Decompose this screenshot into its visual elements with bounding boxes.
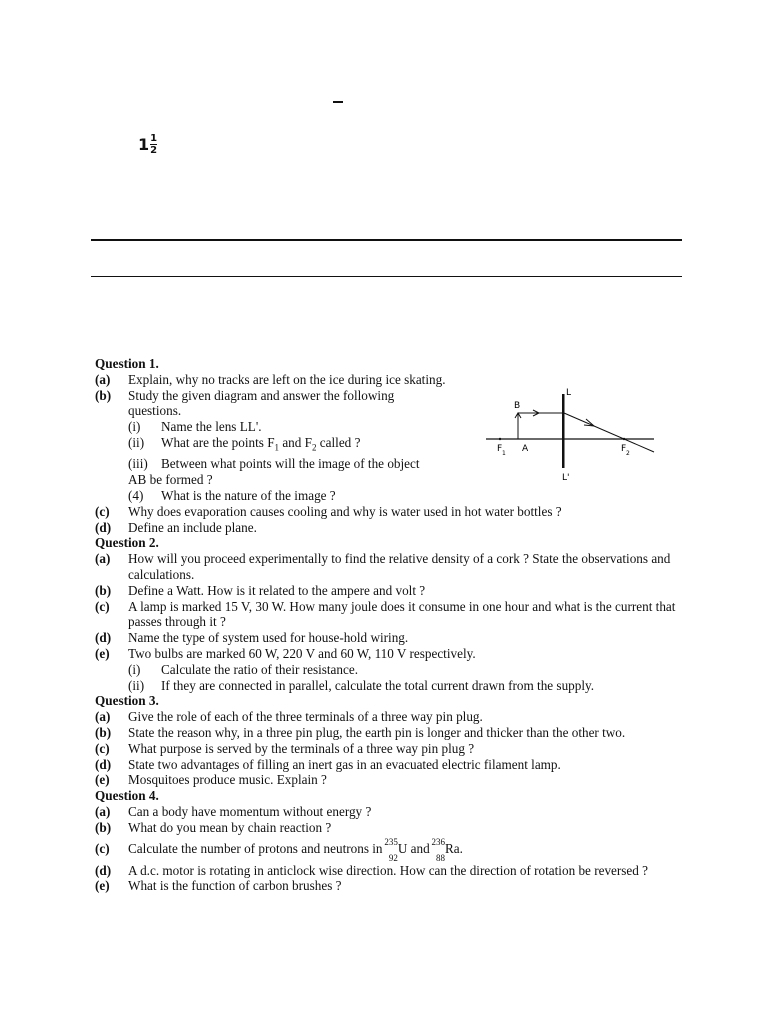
q3-d-label: (d) <box>95 756 112 772</box>
q3-a-text: Give the role of each of the three terminals of a three way pin plug. <box>128 709 483 725</box>
question-paper <box>95 356 685 894</box>
q1-d-label: (d) <box>95 519 112 535</box>
label-A: A <box>522 444 529 454</box>
q4-d <box>95 863 685 879</box>
question-3-title: Question 3. <box>95 693 159 709</box>
q1-b-i-text: Name the lens LL'. <box>161 419 262 435</box>
q3-a-label: (a) <box>95 709 111 725</box>
q4-e-label: (e) <box>95 878 110 894</box>
mixed-whole: 1 <box>138 135 150 154</box>
q4-c-label: (c) <box>95 840 110 856</box>
q1-b-iii-cont <box>95 472 685 488</box>
q1-b-4 <box>95 488 685 504</box>
q3-c <box>95 741 685 757</box>
q2-b <box>95 583 685 599</box>
radium-nuclide <box>433 837 445 863</box>
q1-b-ii-sub1: 1 <box>274 442 280 453</box>
q2-b-label: (b) <box>95 582 112 598</box>
q2-e-ii <box>95 678 685 694</box>
fraction-numerator: 1 <box>150 133 158 144</box>
q2-a-text: How will you proceed experimentally to find the relative density of a cork ? State the observations and calculations. <box>128 551 671 582</box>
q4-b-text: What do you mean by chain reaction ? <box>128 819 332 835</box>
q2-e-ii-label: (ii) <box>128 677 145 693</box>
question-2-title: Question 2. <box>95 535 159 551</box>
q4-d-text: A d.c. motor is rotating in anticlock wise direction. How can the direction of rotation be reversed ? <box>128 862 649 878</box>
header-dash <box>333 101 343 103</box>
label-B: B <box>514 401 521 411</box>
q2-e-i-text: Calculate the ratio of their resistance. <box>161 661 358 677</box>
label-F2: F <box>621 444 627 454</box>
q2-c-label: (c) <box>95 598 110 614</box>
q2-c <box>95 599 685 631</box>
q3-b <box>95 725 685 741</box>
q1-b-iii-cont-text: AB be formed ? <box>128 472 213 488</box>
radium-mass-number: 236 <box>431 836 445 847</box>
label-F1: F <box>497 444 503 454</box>
uranium-mass-number: 235 <box>384 836 398 847</box>
q3-c-text: What purpose is served by the terminals of a three way pin plug ? <box>128 740 475 756</box>
q3-a <box>95 709 685 725</box>
q1-b-label: (b) <box>95 387 112 403</box>
q2-c-text: A lamp is marked 15 V, 30 W. How many joule does it consume in one hour and what is the current that passes through it ? <box>128 598 676 630</box>
q2-a <box>95 551 685 583</box>
q4-a <box>95 804 685 820</box>
q4-a-text: Can a body have momentum without energy ? <box>128 803 372 819</box>
q1-b-ii <box>95 435 685 456</box>
q1-d <box>95 520 685 536</box>
fraction-denominator: 2 <box>150 145 158 156</box>
q4-c-pre: Calculate the number of protons and neutrons in <box>128 840 386 856</box>
question-4-title: Question 4. <box>95 788 159 804</box>
horizontal-rule-bottom <box>91 276 682 277</box>
q3-b-text: State the reason why, in a three pin plug, the earth pin is longer and thicker than the other two. <box>128 724 626 740</box>
q1-b-i-label: (i) <box>128 419 141 435</box>
q3-e-text: Mosquitoes produce music. Explain ? <box>128 772 327 788</box>
q1-c-label: (c) <box>95 503 110 519</box>
q4-d-label: (d) <box>95 862 112 878</box>
q1-c <box>95 504 685 520</box>
q1-b-iii-text: Between what points will the image of the object <box>161 456 420 472</box>
q1-b-4-label: (4) <box>128 488 144 504</box>
q1-b-ii-post: called ? <box>316 434 361 450</box>
q2-e-label: (e) <box>95 645 110 661</box>
q1-b-ii-sub2: 2 <box>312 442 317 453</box>
q3-e <box>95 772 685 788</box>
label-L-prime: L' <box>562 473 570 483</box>
label-F1-sub: 1 <box>502 450 506 457</box>
q1-b-ii-mid: and F <box>279 434 312 450</box>
q4-e <box>95 878 685 894</box>
q1-a-text: Explain, why no tracks are left on the ice during ice skating. <box>128 371 446 387</box>
q1-b <box>95 388 500 420</box>
q1-b-i <box>95 419 685 435</box>
label-F2-sub: 2 <box>626 450 630 457</box>
q2-e <box>95 646 685 662</box>
q1-d-text: Define an include plane. <box>128 519 257 535</box>
q1-b-ii-label: (ii) <box>128 434 145 450</box>
q3-b-label: (b) <box>95 724 112 740</box>
q2-a-label: (a) <box>95 551 111 567</box>
q2-e-i <box>95 662 685 678</box>
uranium-atomic-number: 92 <box>388 852 398 863</box>
q2-d-text: Name the type of system used for house-hold wiring. <box>128 630 409 646</box>
q1-a <box>95 372 685 388</box>
q1-b-line1: Study the given diagram and answer the following <box>128 387 395 403</box>
q2-d-label: (d) <box>95 630 112 646</box>
q3-e-label: (e) <box>95 772 110 788</box>
q1-c-text: Why does evaporation causes cooling and why is water used in hot water bottles ? <box>128 503 562 519</box>
q1-b-line2: questions. <box>128 403 182 419</box>
mixed-number-one-and-half <box>138 133 157 156</box>
uranium-nuclide <box>386 837 398 863</box>
q1-b-ii-pre: What are the points F <box>161 434 275 450</box>
q3-d-text: State two advantages of filling an inert gas in an evacuated electric filament lamp. <box>128 756 561 772</box>
q1-a-label: (a) <box>95 371 111 387</box>
q4-b-label: (b) <box>95 819 112 835</box>
q4-c-and: and <box>407 840 433 856</box>
uranium-symbol: U <box>397 840 408 856</box>
q2-b-text: Define a Watt. How is it related to the ampere and volt ? <box>128 582 426 598</box>
q2-e-ii-text: If they are connected in parallel, calculate the total current drawn from the supply. <box>161 677 595 693</box>
q3-d <box>95 757 685 773</box>
horizontal-rule-top <box>91 239 682 241</box>
q4-b <box>95 820 685 836</box>
radium-symbol: Ra. <box>445 840 463 856</box>
q2-e-text: Two bulbs are marked 60 W, 220 V and 60 W, 110 V respectively. <box>128 645 476 661</box>
label-L: L <box>566 388 572 398</box>
fraction <box>150 133 157 156</box>
radium-atomic-number: 88 <box>436 852 445 863</box>
question-1-title: Question 1. <box>95 356 159 371</box>
q2-d <box>95 630 685 646</box>
q4-a-label: (a) <box>95 803 111 819</box>
q1-b-iii-label: (iii) <box>128 456 148 472</box>
q3-c-label: (c) <box>95 740 110 756</box>
q2-e-i-label: (i) <box>128 661 141 677</box>
q4-c <box>95 836 685 863</box>
q1-b-iii <box>95 456 685 472</box>
q4-e-text: What is the function of carbon brushes ? <box>128 878 342 894</box>
q1-b-4-text: What is the nature of the image ? <box>161 488 336 504</box>
